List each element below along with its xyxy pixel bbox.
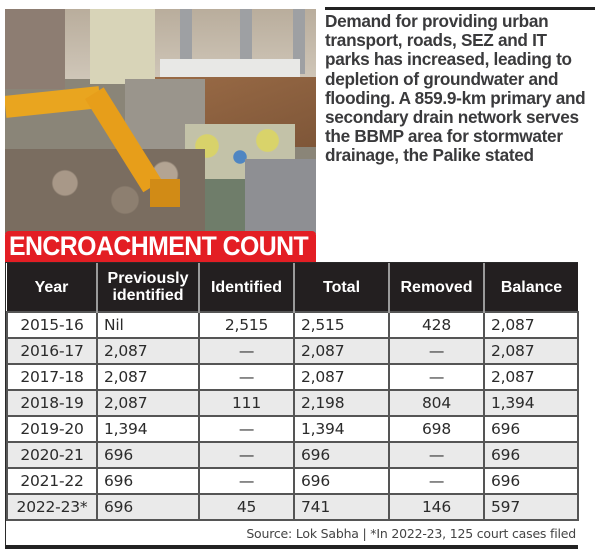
cell-year: 2022-23* (7, 494, 97, 520)
cell-removed: 698 (389, 416, 484, 442)
cell-identified: 111 (199, 390, 294, 416)
cell-balance: 696 (484, 468, 578, 494)
cell-total: 2,198 (294, 390, 389, 416)
banner-title: ENCROACHMENT COUNT (9, 231, 309, 261)
header-previously-identified (97, 263, 199, 312)
cell-removed: — (389, 338, 484, 364)
cell-identified: — (199, 442, 294, 468)
cell-removed: — (389, 364, 484, 390)
cell-previously: Nil (97, 312, 199, 338)
cell-balance: 2,087 (484, 364, 578, 390)
cell-previously: 2,087 (97, 338, 199, 364)
source-note: Source: Lok Sabha | *In 2022-23, 125 court cases filed (7, 520, 578, 545)
cell-total: 2,087 (294, 338, 389, 364)
cell-year: 2020-21 (7, 442, 97, 468)
table-row (7, 390, 578, 416)
cell-previously: 696 (97, 468, 199, 494)
cell-total: 741 (294, 494, 389, 520)
cell-total: 1,394 (294, 416, 389, 442)
header-identified: Identified (199, 263, 294, 312)
news-photo (5, 9, 316, 234)
cell-identified: — (199, 416, 294, 442)
cell-identified: — (199, 364, 294, 390)
cell-total: 2,087 (294, 364, 389, 390)
cell-removed: 804 (389, 390, 484, 416)
cell-balance: 696 (484, 442, 578, 468)
cell-removed: — (389, 468, 484, 494)
cell-removed: 428 (389, 312, 484, 338)
cell-total: 696 (294, 442, 389, 468)
cell-removed: 146 (389, 494, 484, 520)
encroachment-table (5, 262, 578, 549)
photo-building-left (5, 9, 65, 89)
cell-year: 2019-20 (7, 416, 97, 442)
table-row (7, 442, 578, 468)
cell-previously: 2,087 (97, 364, 199, 390)
cell-total: 2,515 (294, 312, 389, 338)
cell-identified: 45 (199, 494, 294, 520)
cell-previously: 696 (97, 494, 199, 520)
photo-building-center (90, 9, 155, 84)
table-row (7, 416, 578, 442)
cell-year: 2016-17 (7, 338, 97, 364)
header-balance: Balance (484, 263, 578, 312)
table-row (7, 494, 578, 520)
cell-balance: 1,394 (484, 390, 578, 416)
excavator-bucket (150, 179, 180, 207)
cell-balance: 696 (484, 416, 578, 442)
cell-identified: 2,515 (199, 312, 294, 338)
cell-removed: — (389, 442, 484, 468)
intro-paragraph: Demand for providing urban transport, roads, SEZ and IT parks has increased, leading to depletion of groundwater and flooding. A 859.9-km primary and secondary drain network serves the BBMP area for stormwater drainage, the Palike stated (325, 7, 595, 166)
header-removed: Removed (389, 263, 484, 312)
header-year: Year (7, 263, 97, 312)
table-footer-row (7, 520, 578, 545)
cell-balance: 597 (484, 494, 578, 520)
table-row (7, 468, 578, 494)
cell-total: 696 (294, 468, 389, 494)
cell-year: 2018-19 (7, 390, 97, 416)
table-row (7, 312, 578, 338)
section-banner (5, 231, 316, 262)
cell-year: 2021-22 (7, 468, 97, 494)
cell-year: 2017-18 (7, 364, 97, 390)
header-previously-line2: identified (112, 287, 184, 304)
cell-balance: 2,087 (484, 312, 578, 338)
cell-previously: 696 (97, 442, 199, 468)
photo-rocks (245, 159, 316, 234)
photo-wall (160, 59, 300, 79)
cell-balance: 2,087 (484, 338, 578, 364)
cell-identified: — (199, 468, 294, 494)
table-row (7, 338, 578, 364)
cell-previously: 1,394 (97, 416, 199, 442)
cell-identified: — (199, 338, 294, 364)
cell-year: 2015-16 (7, 312, 97, 338)
table-header-row (7, 263, 578, 312)
header-previously-line1: Previously (107, 270, 189, 287)
table-row (7, 364, 578, 390)
cell-previously: 2,087 (97, 390, 199, 416)
header-total: Total (294, 263, 389, 312)
